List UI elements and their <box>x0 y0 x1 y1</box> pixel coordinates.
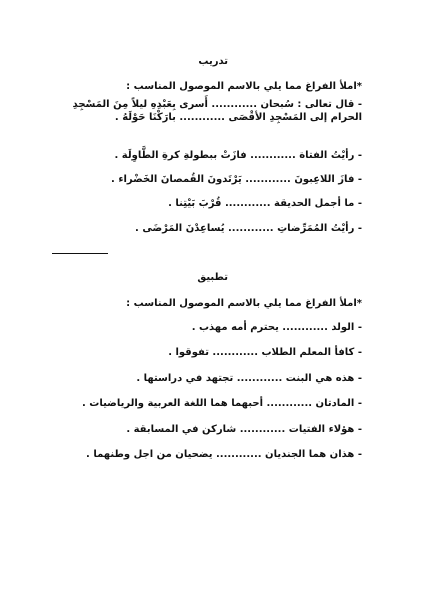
training-item: - قال تعالى : سُبحان ............ أَسرى بِعَبْدِهِ ليلاً مِنَ المَسْجِدِ الحرام إلى المَسْجِدِ الأقْصَى ............ بارَكْنَا حَوْلَهُ . <box>72 99 362 123</box>
application-item: - هذه هي البنت ............ تجتهد في دراستها . <box>136 373 362 384</box>
training-item: - رأيْتُ الفتاة ............ فازَتْ ببطولةِ كرةِ الطَّاوِلَة . <box>114 150 362 161</box>
training-item: - ما أجمل الحديقة ............ قُرْبَ بَيْتِنا . <box>168 198 362 209</box>
application-item: - هؤلاء الفتيات ............ شاركن في المسابقة . <box>126 424 362 435</box>
training-item: - فازَ اللاعِبونَ ............ يَرْتَدونَ القُمصانَ الخَضْراء . <box>111 174 362 185</box>
section-divider <box>52 253 108 254</box>
training-instruction: *املأ الفراغ مما يلي بالاسم الموصول المناسب : <box>126 81 362 92</box>
training-item: - رأيْتُ المُمَرِّضاتِ ............ يُساعِدْنَ المَرْضَى . <box>135 223 362 234</box>
application-item: - المادتان ............ أحبهما هما اللغة العربية والرياضيات . <box>82 398 362 409</box>
application-item: - كافأ المعلم الطلاب ............ تفوقوا . <box>168 347 362 358</box>
training-title: تدريب <box>198 56 228 67</box>
application-item: - هذان هما الجنديان ............ يضحيان من اجل وطنهما . <box>86 449 362 460</box>
application-item: - الولد ............ يحترم أمه مهذب . <box>191 322 362 333</box>
application-title: تطبيق <box>197 272 228 283</box>
application-instruction: *املأ الفراغ مما يلي بالاسم الموصول المناسب : <box>126 298 362 309</box>
